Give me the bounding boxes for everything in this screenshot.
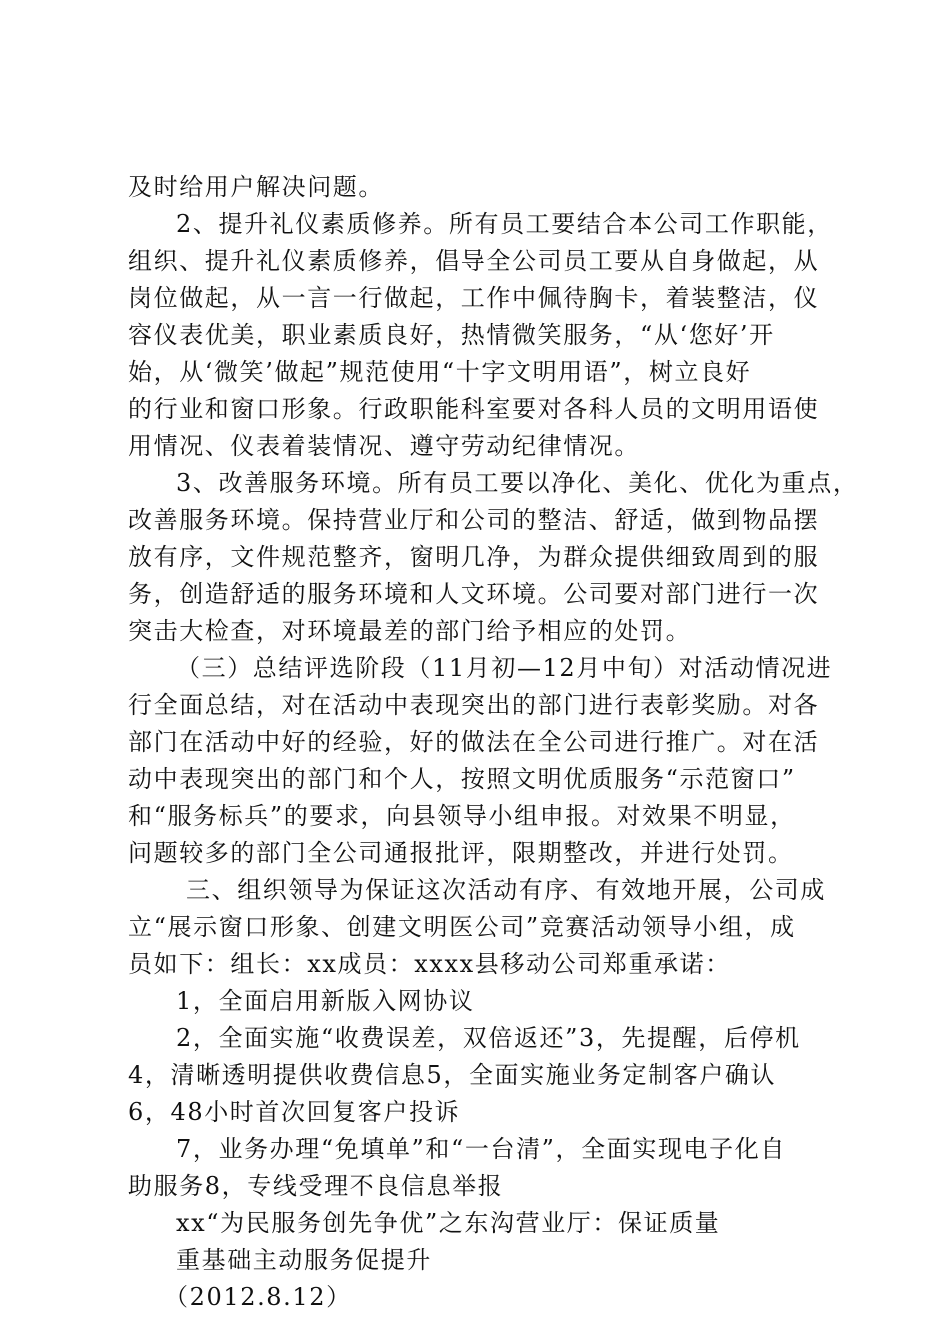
text-line: 2，全面实施“收费误差，双倍返还”3，先提醒，后停机 <box>176 1024 801 1052</box>
text-line: 4，清晰透明提供收费信息5，全面实施业务定制客户确认 <box>128 1061 777 1089</box>
text-line: xx“为民服务创先争优”之东沟营业厅：保证质量 <box>176 1209 721 1237</box>
text-line: 问题较多的部门全公司通报批评，限期整改，并进行处罚。 <box>128 839 794 867</box>
text-line: 突击大检查，对环境最差的部门给予相应的处罚。 <box>128 617 692 645</box>
text-line: 重基础主动服务促提升 <box>176 1246 432 1274</box>
text-line: 容仪表优美，职业素质良好，热情微笑服务，“从‘您好’开 <box>128 321 775 349</box>
text-line: 组织、提升礼仪素质修养，倡导全公司员工要从自身做起，从 <box>128 247 820 275</box>
text-line: 行全面总结，对在活动中表现突出的部门进行表彰奖励。对各 <box>128 691 820 719</box>
text-line: 及时给用户解决问题。 <box>128 173 384 201</box>
text-line: 2、提升礼仪素质修养。所有员工要结合本公司工作职能， <box>176 210 833 238</box>
text-line: 立“展示窗口形象、创建文明医公司”竞赛活动领导小组，成 <box>128 913 796 941</box>
text-line: 7，业务办理“免填单”和“一台清”，全面实现电子化自 <box>176 1135 786 1163</box>
text-line: 和“服务标兵”的要求，向县领导小组申报。对效果不明显， <box>128 802 796 830</box>
text-line: 1，全面启用新版入网协议 <box>176 987 475 1015</box>
text-line: 的行业和窗口形象。行政职能科室要对各科人员的文明用语使 <box>128 395 820 423</box>
text-line: 助服务8，专线受理不良信息举报 <box>128 1172 504 1200</box>
text-line: 始，从‘微笑’做起”规范使用“十字文明用语”，树立良好 <box>128 358 752 386</box>
text-line: 员如下：组长：xx成员：xxxx县移动公司郑重承诺： <box>128 950 731 978</box>
text-line: 改善服务环境。保持营业厅和公司的整洁、舒适，做到物品摆 <box>128 506 820 534</box>
text-line: 三、组织领导为保证这次活动有序、有效地开展，公司成 <box>186 876 826 904</box>
text-line: 3、改善服务环境。所有员工要以净化、美化、优化为重点， <box>176 469 859 497</box>
text-line: 6，48小时首次回复客户投诉 <box>128 1098 461 1126</box>
text-line: 放有序，文件规范整齐，窗明几净，为群众提供细致周到的服 <box>128 543 820 571</box>
text-line: （2012.8.12） <box>164 1283 352 1311</box>
text-line: 动中表现突出的部门和个人，按照文明优质服务“示范窗口” <box>128 765 796 793</box>
text-line: 岗位做起，从一言一行做起，工作中佩待胸卡，着装整洁，仪 <box>128 284 820 312</box>
text-line: （三）总结评选阶段（11月初—12月中旬）对活动情况进 <box>176 654 833 682</box>
text-line: 部门在活动中好的经验，好的做法在全公司进行推广。对在活 <box>128 728 820 756</box>
text-line: 用情况、仪表着装情况、遵守劳动纪律情况。 <box>128 432 640 460</box>
text-line: 务，创造舒适的服务环境和人文环境。公司要对部门进行一次 <box>128 580 820 608</box>
